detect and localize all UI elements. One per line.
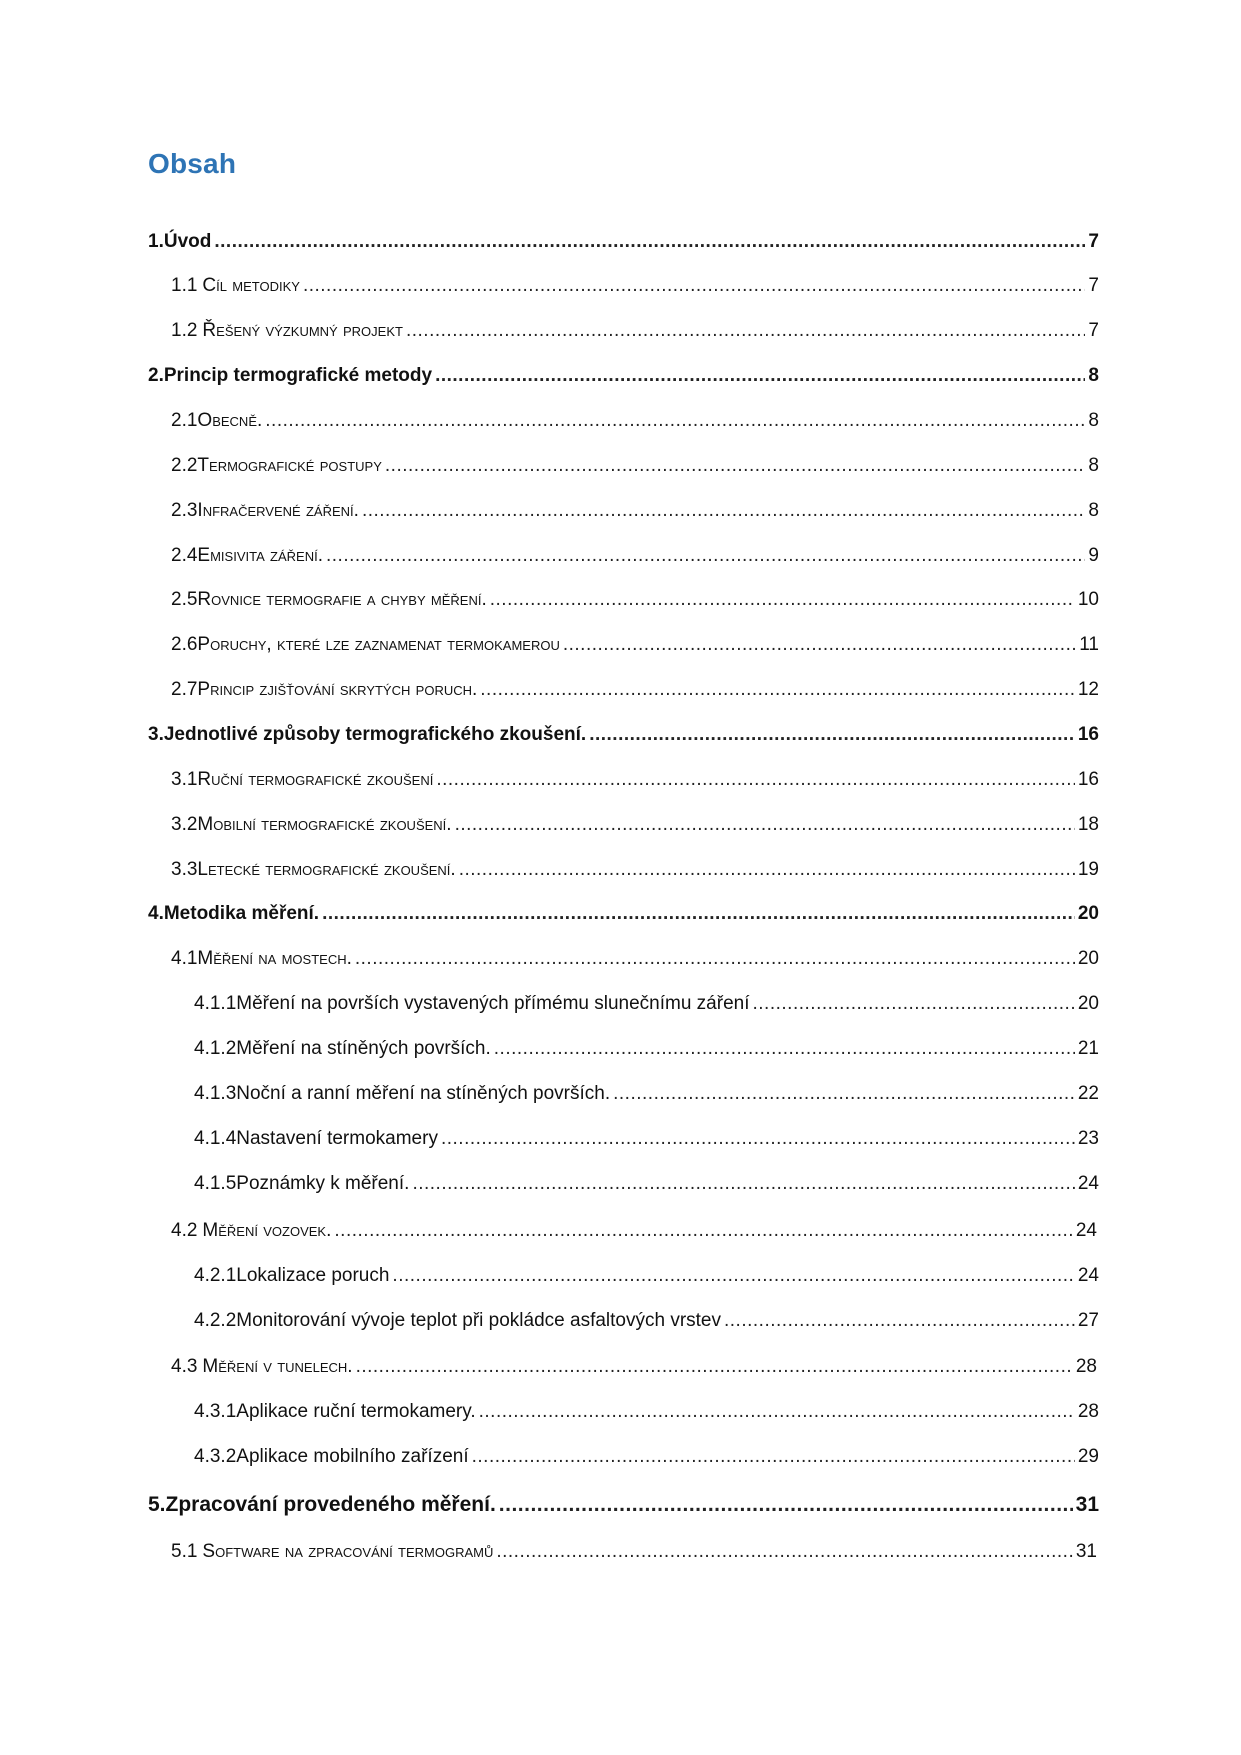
toc-entry-label: Metodika měření. [163,903,320,924]
toc-entry-number: 1.1 [171,275,198,296]
toc-leader-dots [362,500,1085,522]
toc-entry-page: 11 [1079,634,1099,655]
toc-entry-page: 8 [1088,410,1099,431]
toc-entry[interactable] [171,275,1099,301]
toc-entry-label: Cíl metodiky [202,275,300,296]
toc-entry-number: 4.1.4 [194,1128,237,1149]
toc-leader-dots [322,903,1075,925]
toc-leader-dots [334,1220,1072,1242]
toc-entry[interactable] [148,365,1099,391]
toc-entry-page: 7 [1088,320,1099,341]
toc-entry-label: Obecně. [197,410,263,431]
toc-entry-number: 3.2 [171,814,198,835]
toc-entry-label: Aplikace ruční termokamery. [236,1401,476,1422]
toc-leader-dots [392,1265,1074,1287]
toc-entry[interactable] [171,320,1099,346]
toc-entry-page: 28 [1077,1401,1099,1422]
toc-leader-dots [494,1038,1075,1060]
toc-entry-number: 4.2.2 [194,1310,237,1331]
toc-entry-page: 8 [1088,500,1099,521]
toc-entry-label: Poruchy, které lze zaznamenat termokamerou [197,634,560,655]
toc-entry[interactable] [148,724,1099,750]
toc-entry-label: Princip zjišťování skrytých poruch. [197,679,478,700]
toc-entry[interactable] [194,1128,1099,1154]
toc-entry-number: 4.1 [171,948,198,969]
toc-entry-number: 3.3 [171,859,198,880]
toc-entry-label: Řešený výzkumný projekt [202,320,403,341]
toc-entry-label: Zpracování provedeného měření. [165,1493,496,1516]
toc-leader-dots [496,1541,1073,1563]
toc-entry-label: Mobilní termografické zkoušení. [197,814,452,835]
toc-leader-dots [499,1493,1073,1517]
toc-leader-dots [355,948,1075,970]
toc-entry[interactable] [194,1265,1099,1291]
toc-entry-number: 2.1 [171,410,198,431]
toc-leader-dots [724,1310,1075,1332]
toc-entry-label: Letecké termografické zkoušení. [197,859,456,880]
toc-entry-label: Ruční termografické zkoušení [197,769,434,790]
toc-entry-number: 4.1.3 [194,1083,237,1104]
toc-entry-page: 27 [1077,1310,1099,1331]
toc-entry[interactable] [171,679,1099,705]
toc-entry-number: 4.3 [171,1356,198,1377]
toc-entry-number: 4.2.1 [194,1265,237,1286]
toc-entry[interactable] [171,1541,1097,1567]
toc-entry-label: Úvod [163,231,212,252]
toc-entry-page: 24 [1077,1265,1099,1286]
toc-entry[interactable] [148,903,1099,929]
toc-entry-label: Poznámky k měření. [236,1173,410,1194]
toc-leader-dots [455,814,1075,836]
toc-leader-dots [356,1356,1073,1378]
toc-entry-number: 2.3 [171,500,198,521]
toc-leader-dots [490,589,1075,611]
toc-entry[interactable] [194,1083,1099,1109]
toc-entry-page: 19 [1077,859,1099,880]
toc-leader-dots [265,410,1085,432]
toc-entry-number: 1. [148,231,164,252]
toc-leader-dots [459,859,1075,881]
toc-entry-label: Aplikace mobilního zařízení [236,1446,469,1467]
toc-leader-dots [479,1401,1075,1423]
toc-entry-number: 4.1.1 [194,993,237,1014]
toc-entry-page: 22 [1077,1083,1099,1104]
toc-entry-page: 7 [1088,231,1099,252]
toc-entry[interactable] [194,1038,1099,1064]
toc-entry-number: 2. [148,365,164,386]
toc-leader-dots [441,1128,1075,1150]
toc-entry-page: 24 [1077,1173,1099,1194]
toc-entry-number: 4.1.5 [194,1173,237,1194]
toc-entry-label: Noční a ranní měření na stíněných površích. [236,1083,611,1104]
toc-entry[interactable] [171,545,1099,571]
toc-entry[interactable] [148,231,1099,257]
toc-entry-page: 20 [1077,948,1099,969]
toc-leader-dots [563,634,1076,656]
toc-entry[interactable] [148,1493,1099,1519]
toc-entry-page: 8 [1088,455,1099,476]
toc-entry-number: 1.2 [171,320,198,341]
toc-entry-page: 29 [1077,1446,1099,1467]
toc-leader-dots [753,993,1075,1015]
toc-entry[interactable] [171,769,1099,795]
toc-entry-number: 4. [148,903,164,924]
toc-entry-label: Nastavení termokamery [236,1128,438,1149]
toc-entry-label: Jednotlivé způsoby termografického zkoušení. [163,724,587,745]
toc-entry-page: 21 [1077,1038,1099,1059]
toc-entry-label: Měření v tunelech. [202,1356,353,1377]
toc-entry[interactable] [194,1173,1099,1199]
toc-entry-number: 3. [148,724,164,745]
toc-leader-dots [589,724,1075,746]
toc-leader-dots [303,275,1085,297]
toc-entry[interactable] [171,500,1099,526]
toc-entry-page: 20 [1077,993,1099,1014]
toc-entry[interactable] [194,993,1099,1019]
toc-entry-page: 10 [1077,589,1099,610]
toc-entry-page: 24 [1075,1220,1097,1241]
toc-entry-label: Měření na stíněných površích. [236,1038,491,1059]
toc-leader-dots [480,679,1075,701]
toc-entry-number: 2.5 [171,589,198,610]
toc-entry-number: 2.2 [171,455,198,476]
toc-entry[interactable] [171,589,1099,615]
toc-leader-dots [326,545,1085,567]
toc-entry-page: 16 [1077,724,1099,745]
toc-entry[interactable] [194,1310,1099,1336]
toc-entry-page: 7 [1088,275,1099,296]
toc-entry-page: 9 [1088,545,1099,566]
toc-leader-dots [406,320,1085,342]
toc-entry[interactable] [194,1401,1099,1427]
toc-leader-dots [214,231,1085,253]
toc-entry[interactable] [171,859,1099,885]
toc-entry[interactable] [171,1220,1097,1246]
toc-leader-dots [436,769,1075,791]
toc-entry-label: Lokalizace poruch [236,1265,390,1286]
toc-leader-dots [385,455,1086,477]
toc-entry-number: 4.1.2 [194,1038,237,1059]
toc-entry-label: Termografické postupy [197,455,382,476]
toc-entry[interactable] [171,455,1099,481]
toc-entry-label: Infračervené záření. [197,500,359,521]
toc-entry-page: 8 [1088,365,1099,386]
toc-entry-number: 4.3.1 [194,1401,237,1422]
toc-leader-dots [435,365,1085,387]
toc-entry-label: Rovnice termografie a chyby měření. [197,589,487,610]
toc-entry[interactable] [171,634,1099,660]
toc-entry[interactable] [194,1446,1099,1472]
toc-entry-page: 31 [1075,1493,1099,1516]
toc-leader-dots [613,1083,1075,1105]
toc-entry-number: 2.6 [171,634,198,655]
toc-entry[interactable] [171,410,1099,436]
toc-entry-number: 4.2 [171,1220,198,1241]
toc-entry-page: 18 [1077,814,1099,835]
toc-entry[interactable] [171,948,1099,974]
page-title: Obsah [148,148,237,179]
toc-entry-page: 23 [1077,1128,1099,1149]
toc-leader-dots [412,1173,1074,1195]
toc-entry[interactable] [171,1356,1097,1382]
toc-entry-number: 5.1 [171,1541,198,1562]
toc-leader-dots [472,1446,1075,1468]
toc-entry-page: 16 [1077,769,1099,790]
toc-entry-label: Měření na površích vystavených přímému slunečnímu záření [236,993,750,1014]
toc-entry-number: 2.7 [171,679,198,700]
toc-entry-label: Měření vozovek. [202,1220,332,1241]
toc-entry-label: Software na zpracování termogramů [202,1541,494,1562]
toc-entry-page: 20 [1077,903,1099,924]
toc-entry-label: Monitorování vývoje teplot při pokládce asfaltových vrstev [236,1310,721,1331]
toc-entry-number: 2.4 [171,545,198,566]
toc-entry-label: Měření na mostech. [197,948,352,969]
toc-entry-page: 28 [1075,1356,1097,1377]
toc-entry-number: 4.3.2 [194,1446,237,1467]
toc-entry-number: 3.1 [171,769,198,790]
toc-entry-label: Emisivita záření. [197,545,323,566]
toc-entry-page: 12 [1077,679,1099,700]
toc-entry-number: 5. [148,1493,166,1516]
toc-entry-label: Princip termografické metody [163,365,433,386]
toc-entry[interactable] [171,814,1099,840]
toc-entry-page: 31 [1075,1541,1097,1562]
